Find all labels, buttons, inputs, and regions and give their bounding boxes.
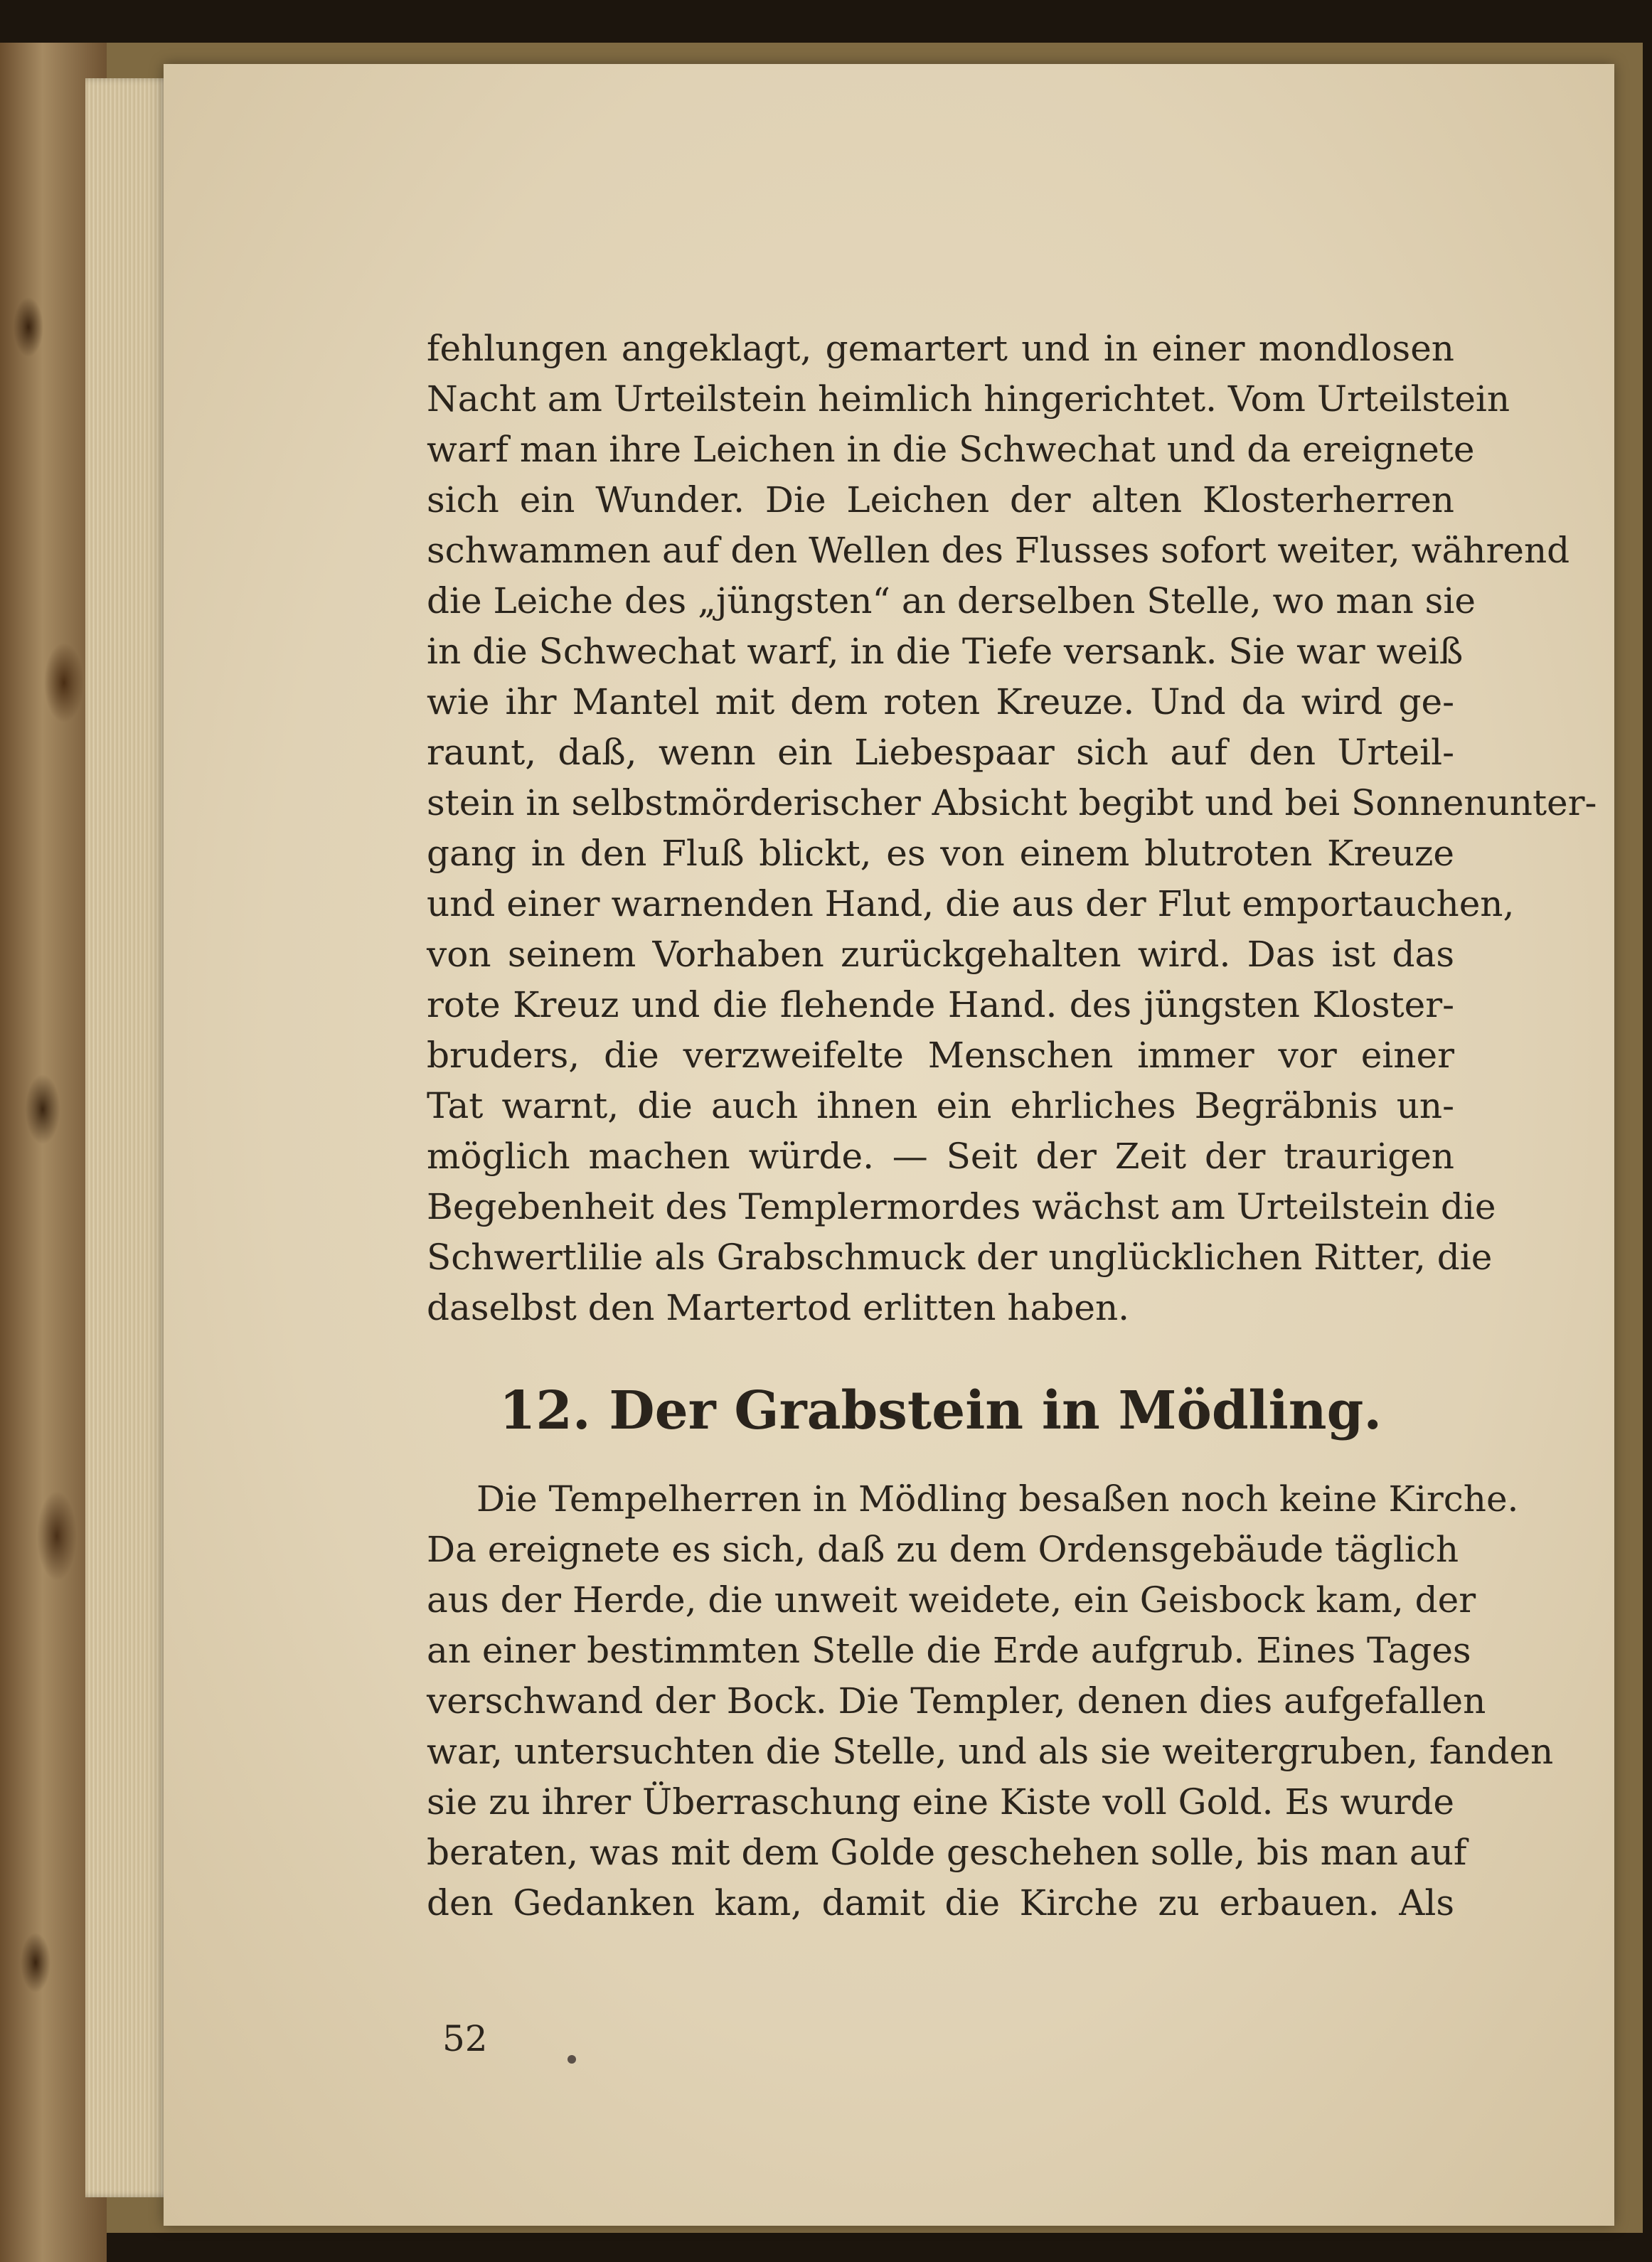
text-line: raunt, daß, wenn ein Liebespaar sich auf den Urteil-: [427, 732, 1454, 773]
text-line: Da ereignete es sich, daß zu dem Ordensgebäude täglich: [427, 1529, 1459, 1570]
text-line: in die Schwechat warf, in die Tiefe versank. Sie war weiß: [427, 631, 1464, 672]
text-line: stein in selbstmörderischer Absicht begibt und bei Sonnenunter-: [427, 782, 1597, 823]
text-line: war, untersuchten die Stelle, und als sie weitergruben, fanden: [427, 1731, 1554, 1772]
text-line: an einer bestimmten Stelle die Erde aufgrub. Eines Tages: [427, 1630, 1471, 1671]
text-line: von seinem Vorhaben zurückgehalten wird. Das ist das: [427, 934, 1454, 975]
page-number: 52: [442, 2018, 488, 2059]
text-line: Schwertlilie als Grabschmuck der unglücklichen Ritter, die: [427, 1237, 1493, 1278]
text-line: Die Tempelherren in Mödling besaßen noch keine Kirche.: [476, 1478, 1519, 1520]
ink-speck: [567, 2055, 576, 2064]
text-line: die Leiche des „jüngsten“ an derselben Stelle, wo man sie: [427, 580, 1476, 621]
text-line: sich ein Wunder. Die Leichen der alten Klosterherren: [427, 479, 1454, 521]
text-line: schwammen auf den Wellen des Flusses sofort weiter, während: [427, 530, 1570, 571]
text-line: beraten, was mit dem Golde geschehen solle, bis man auf: [427, 1832, 1467, 1873]
page-text: [427, 324, 1597, 1928]
text-line: verschwand der Bock. Die Templer, denen dies aufgefallen: [427, 1680, 1486, 1722]
text-line: sie zu ihrer Überraschung eine Kiste voll Gold. Es wurde: [427, 1781, 1455, 1823]
text-line: daselbst den Martertod erlitten haben.: [427, 1287, 1130, 1328]
chapter-heading: 12. Der Grabstein in Mödling.: [499, 1380, 1382, 1441]
page-edges: [85, 78, 171, 2197]
text-line: wie ihr Mantel mit dem roten Kreuze. Und da wird ge-: [427, 681, 1454, 722]
text-line: Nacht am Urteilstein heimlich hingerichtet. Vom Urteilstein: [427, 378, 1510, 420]
text-line: Tat warnt, die auch ihnen ein ehrliches Begräbnis un-: [427, 1085, 1454, 1126]
text-line: gang in den Fluß blickt, es von einem blutroten Kreuze: [427, 833, 1454, 874]
text-line: aus der Herde, die unweit weidete, ein Geisbock kam, der: [427, 1579, 1476, 1621]
text-line: und einer warnenden Hand, die aus der Flut emportauchen,: [427, 883, 1515, 924]
text-line: Begebenheit des Templermordes wächst am Urteilstein die: [427, 1186, 1496, 1227]
text-line: den Gedanken kam, damit die Kirche zu erbauen. Als: [427, 1882, 1454, 1924]
text-line: warf man ihre Leichen in die Schwechat und da ereignete: [427, 429, 1475, 470]
text-line: rote Kreuz und die flehende Hand. des jüngsten Kloster-: [427, 984, 1454, 1025]
text-line: fehlungen angeklagt, gemartert und in einer mondlosen: [427, 328, 1454, 369]
text-line: bruders, die verzweifelte Menschen immer vor einer: [427, 1035, 1454, 1076]
text-line: möglich machen würde. — Seit der Zeit der traurigen: [427, 1136, 1454, 1177]
